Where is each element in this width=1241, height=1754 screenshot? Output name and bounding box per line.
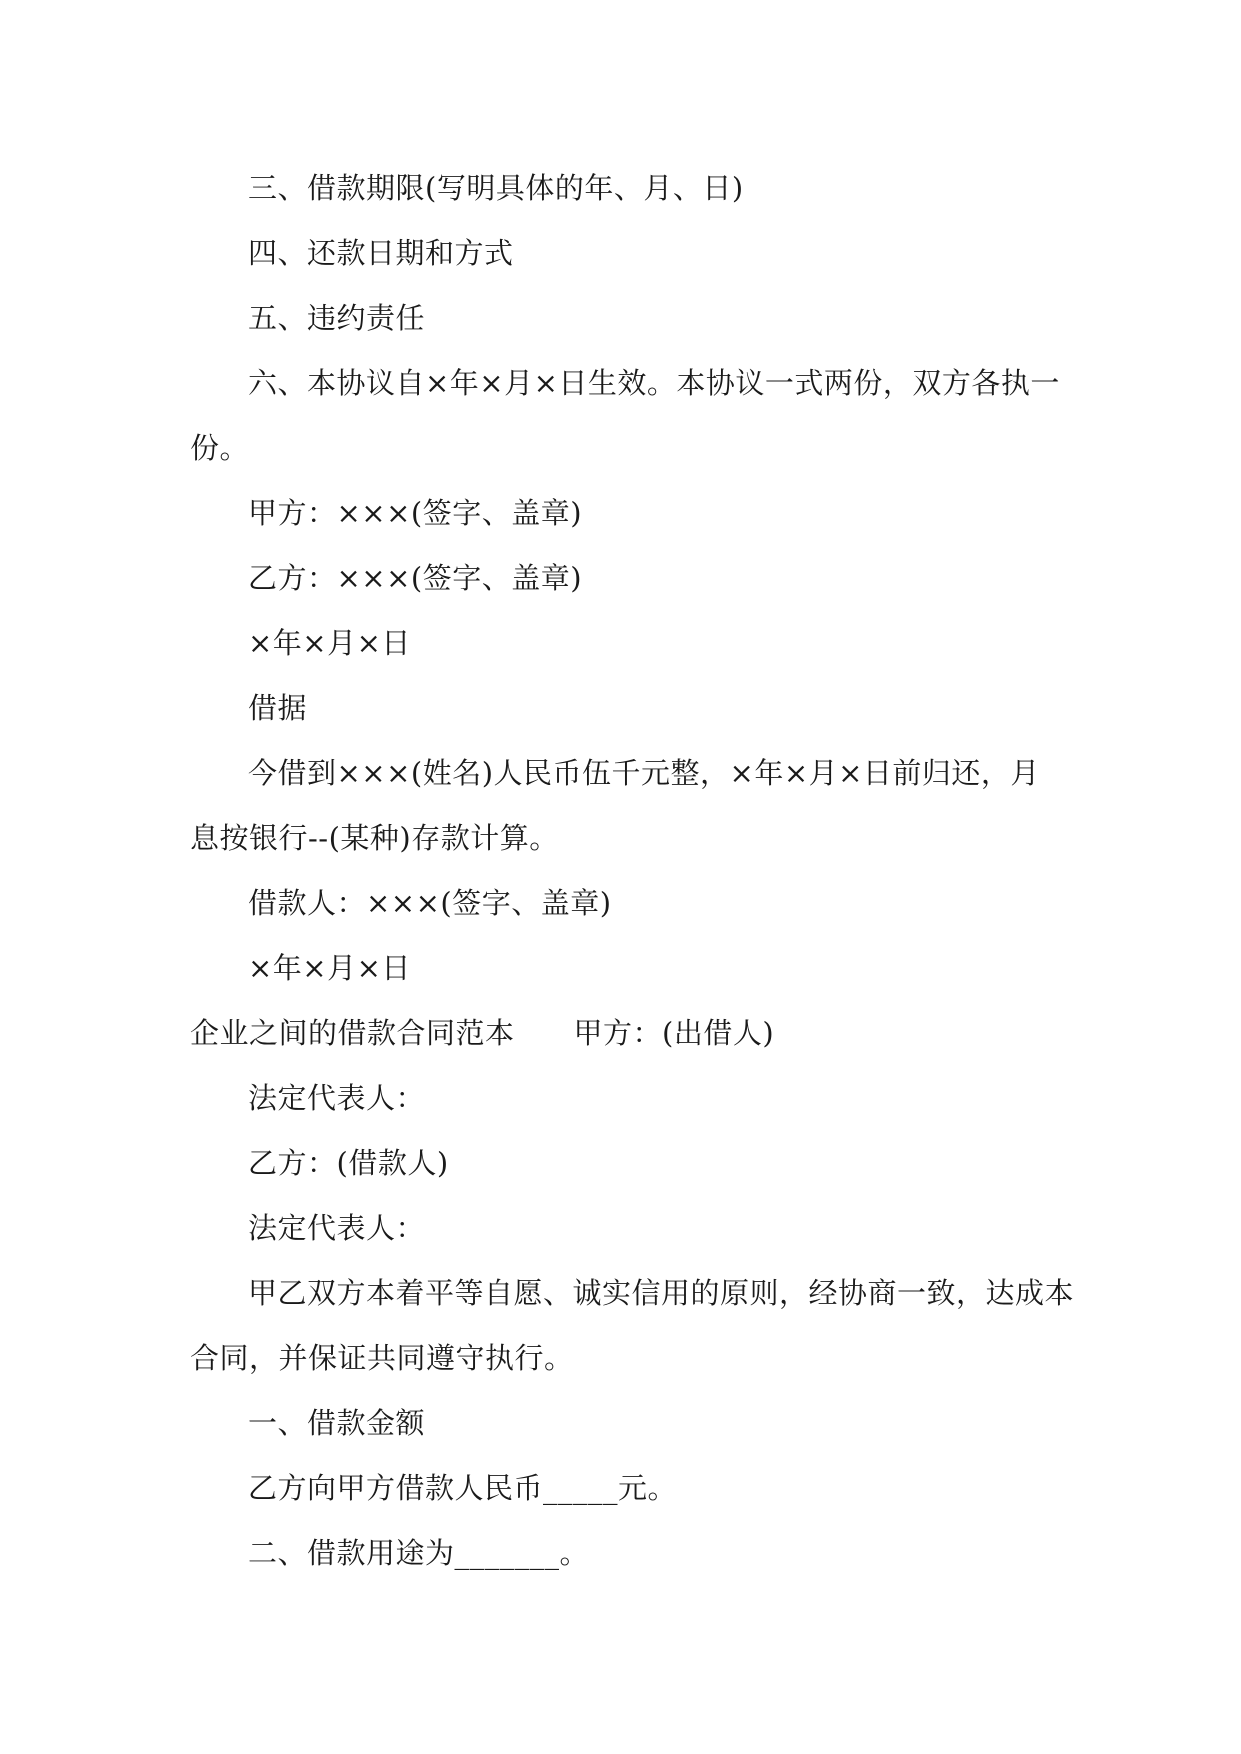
clause-breach: 五、违约责任: [248, 301, 426, 335]
party-b-representative: 法定代表人：: [248, 1211, 426, 1245]
contract-title: 企业之间的借款合同范本 甲方：(出借人): [190, 1016, 775, 1050]
clause-loan-amount-heading: 一、借款金额: [248, 1406, 426, 1440]
party-b-label: 乙方：(借款人): [248, 1146, 449, 1180]
party-a-representative: 法定代表人：: [248, 1081, 426, 1115]
clause-repayment: 四、还款日期和方式: [248, 236, 514, 270]
clause-loan-amount: 乙方向甲方借款人民币_____元。: [248, 1471, 678, 1505]
iou-date: ×年×月×日: [248, 951, 411, 985]
clause-loan-purpose: 二、借款用途为_______。: [248, 1536, 590, 1570]
clause-effective: 六、本协议自×年×月×日生效。本协议一式两份，双方各执一: [248, 366, 1060, 400]
document-body: [190, 156, 1075, 1586]
clause-effective-cont: 份。: [190, 431, 250, 465]
contract-preamble-cont: 合同，并保证共同遵守执行。: [190, 1341, 574, 1375]
party-b-signature: 乙方：×××(签字、盖章): [248, 561, 583, 595]
contract-preamble: 甲乙双方本着平等自愿、诚实信用的原则，经协商一致，达成本: [248, 1276, 1075, 1310]
iou-body: 今借到×××(姓名)人民币伍千元整，×年×月×日前归还，月: [248, 756, 1040, 790]
iou-title: 借据: [248, 691, 308, 725]
signature-date: ×年×月×日: [248, 626, 411, 660]
borrower-signature: 借款人：×××(签字、盖章): [248, 886, 612, 920]
party-a-signature: 甲方：×××(签字、盖章): [248, 496, 583, 530]
iou-body-cont: 息按银行--(某种)存款计算。: [190, 821, 559, 855]
clause-loan-term: 三、借款期限(写明具体的年、月、日): [248, 171, 744, 205]
